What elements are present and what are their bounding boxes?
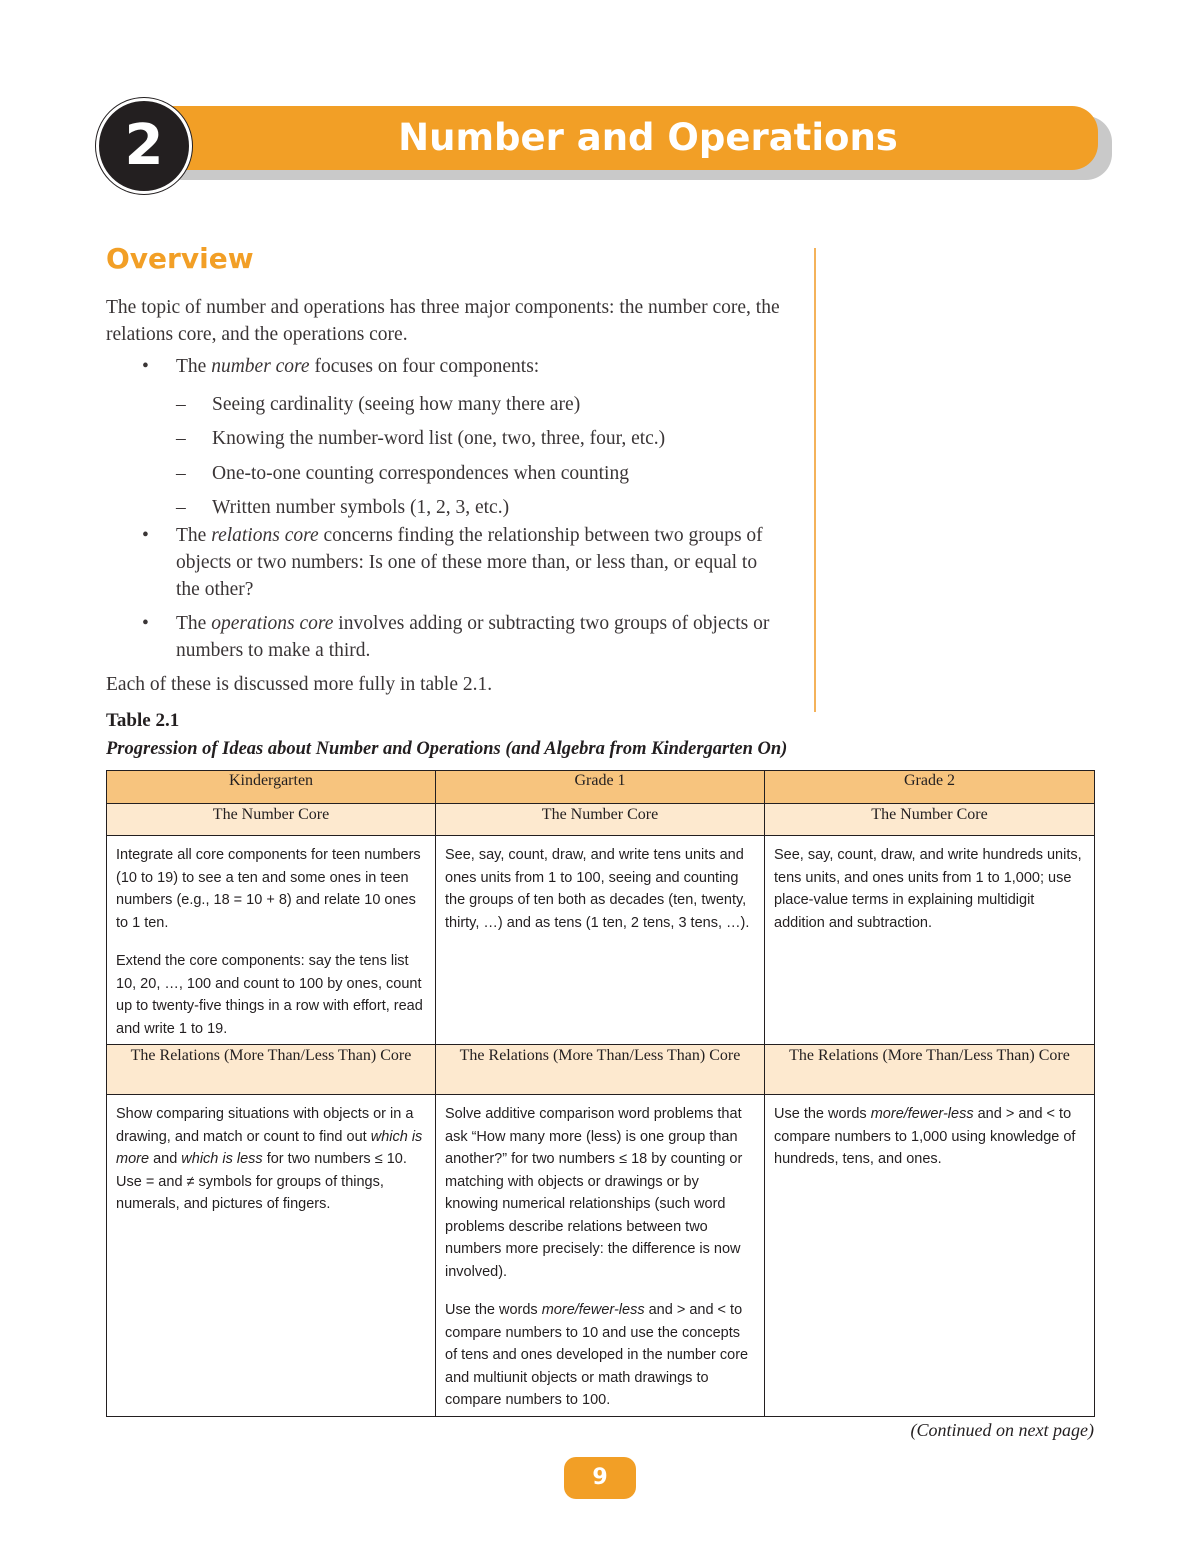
chapter-number-badge: 2 bbox=[96, 98, 192, 194]
dash-icon: – bbox=[176, 394, 186, 415]
section-row-relations-core bbox=[107, 1045, 1095, 1095]
page-number: 9 bbox=[564, 1457, 636, 1499]
cell-g1-number-core: See, say, count, draw, and write tens units and ones units from 1 to 100, seeing and counting the groups of ten both as decades (ten, twenty, thirty, …) and as tens (1 ten, 2 tens, 3 tens, …). bbox=[436, 836, 765, 1045]
progression-table bbox=[106, 770, 1095, 1417]
table-caption: Progression of Ideas about Number and Operations (and Algebra from Kindergarten On) bbox=[106, 739, 788, 759]
dash-icon: – bbox=[176, 463, 186, 484]
chapter-title: Number and Operations bbox=[398, 116, 898, 159]
term-number-core: number core bbox=[211, 356, 310, 377]
section-heading: The Number Core bbox=[765, 804, 1095, 836]
section-heading: The Relations (More Than/Less Than) Core bbox=[765, 1045, 1095, 1095]
overview-intro: The topic of number and operations has three major components: the number core, the relations core, and the operations core. bbox=[106, 297, 780, 345]
table-label: Table 2.1 bbox=[106, 710, 180, 731]
section-row-number-core bbox=[107, 804, 1095, 836]
section-heading: The Number Core bbox=[107, 804, 436, 836]
sub-item: – Seeing cardinality (seeing how many there are) bbox=[176, 391, 776, 418]
overview-closing: Each of these is discussed more fully in table 2.1. bbox=[106, 674, 493, 695]
dash-icon: – bbox=[176, 428, 186, 449]
dash-icon: – bbox=[176, 497, 186, 518]
cell-g1-relations-core: Solve additive comparison word problems that ask “How many more (less) is one group than another?” for two numbers ≤ 18 by counting or matching with objects or drawings or by knowing numerical relationships (such word problems describe relations between two numbers more precisely: the difference is now involved). Use the words more/fewer-less and > and < to compare numbers to 10 and use the concepts of tens and ones developed in the number core and multiunit objects or math drawings to compare numbers to 100. bbox=[436, 1095, 765, 1417]
grade-header-kindergarten: Kindergarten bbox=[107, 771, 436, 804]
cell-g2-number-core: See, say, count, draw, and write hundreds units, tens units, and ones units from 1 to 1,000; use place-value terms in explaining multidigit addition and subtraction. bbox=[765, 836, 1095, 1045]
section-heading: The Number Core bbox=[436, 804, 765, 836]
continued-note: (Continued on next page) bbox=[910, 1420, 1094, 1440]
sidebar-divider bbox=[814, 248, 816, 712]
cell-k-number-core: Integrate all core components for teen numbers (10 to 19) to see a ten and some ones in teen numbers (e.g., 18 = 10 + 8) and relate 10 ones to 1 ten. Extend the core components: say the tens list 10, 20, …, 100 and count to 100 by ones, count up to twenty-five things in a row with effort, read and write 1 to 19. bbox=[107, 836, 436, 1045]
sub-item: – Knowing the number-word list (one, two, three, four, etc.) bbox=[176, 425, 776, 452]
bullet-icon: • bbox=[142, 613, 149, 634]
table-row bbox=[107, 836, 1095, 1045]
chapter-banner bbox=[138, 106, 1098, 170]
table-row bbox=[107, 1095, 1095, 1417]
section-heading: The Relations (More Than/Less Than) Core bbox=[107, 1045, 436, 1095]
term-relations-core: relations core bbox=[211, 525, 319, 546]
cell-k-relations-core: Show comparing situations with objects or in a drawing, and match or count to find out which is more and which is less for two numbers ≤ 10. Use = and ≠ symbols for groups of things, numerals, and pictures of fingers. bbox=[107, 1095, 436, 1417]
term-operations-core: operations core bbox=[211, 613, 334, 634]
sub-item: – Written number symbols (1, 2, 3, etc.) bbox=[176, 494, 776, 521]
section-heading: The Relations (More Than/Less Than) Core bbox=[436, 1045, 765, 1095]
overview-heading: Overview bbox=[106, 242, 254, 275]
sub-item: – One-to-one counting correspondences when counting bbox=[176, 460, 776, 487]
bullet-number-core: • The number core focuses on four components: bbox=[142, 353, 782, 380]
cell-g2-relations-core: Use the words more/fewer-less and > and < to compare numbers to 1,000 using knowledge of hundreds, tens, and ones. bbox=[765, 1095, 1095, 1417]
bullet-relations-core: • The relations core concerns finding the relationship between two groups of objects or two numbers: Is one of these more than, or less than, or equal to the other? bbox=[142, 522, 782, 603]
grade-header-grade-1: Grade 1 bbox=[436, 771, 765, 804]
grade-header-row bbox=[107, 771, 1095, 804]
bullet-operations-core: • The operations core involves adding or subtracting two groups of objects or numbers to make a third. bbox=[142, 610, 782, 664]
bullet-icon: • bbox=[142, 525, 149, 546]
grade-header-grade-2: Grade 2 bbox=[765, 771, 1095, 804]
bullet-icon: • bbox=[142, 356, 149, 377]
